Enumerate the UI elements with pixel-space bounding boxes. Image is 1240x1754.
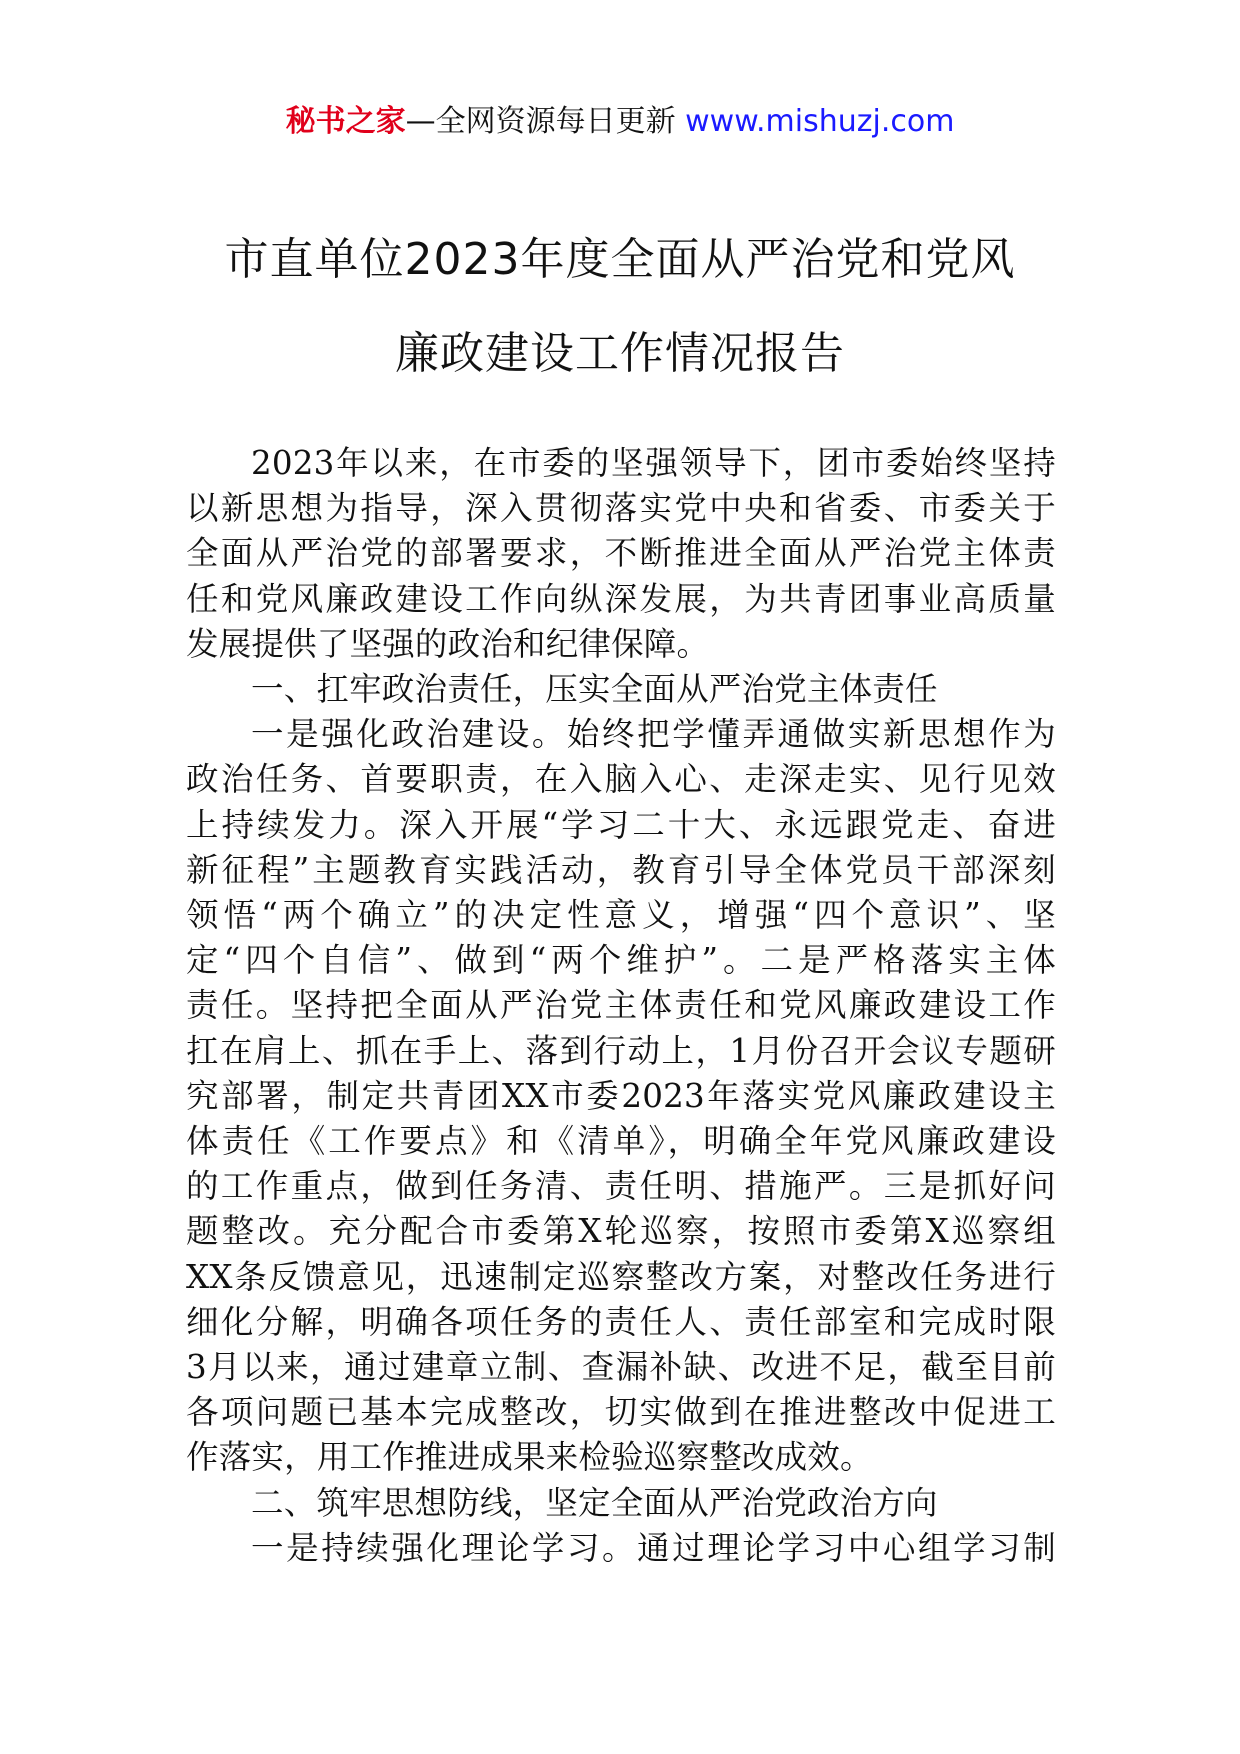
section-1-paragraph [186, 712, 1056, 1480]
paragraph-line: 上持续发力。深入开展“学习二十大、永远跟党走、奋进 [186, 805, 1056, 844]
intro-paragraph [186, 441, 1056, 667]
paragraph-line: 定“四个自信”、做到“两个维护”。二是严格落实主体 [186, 941, 1056, 980]
site-banner [0, 100, 1240, 144]
paragraph-line: XX条反馈意见，迅速制定巡察整改方案，对整改任务进行 [186, 1257, 1056, 1296]
paragraph-line: 的工作重点，做到任务清、责任明、措施严。三是抓好问 [186, 1167, 1056, 1206]
paragraph-line: 政治任务、首要职责，在入脑入心、走深走实、见行见效 [186, 760, 1056, 799]
paragraph-line: 题整改。充分配合市委第X轮巡察，按照市委第X巡察组 [186, 1212, 1056, 1251]
paragraph-line: 领悟“两个确立”的决定性意义，增强“四个意识”、坚 [186, 896, 1056, 935]
paragraph-line: 3月以来，通过建章立制、查漏补缺、改进不足，截至目前 [186, 1348, 1056, 1387]
paragraph-line: 各项问题已基本完成整改，切实做到在推进整改中促进工 [186, 1393, 1056, 1432]
paragraph-line: 全面从严治党的部署要求，不断推进全面从严治党主体责 [186, 534, 1056, 573]
paragraph-line: 作落实，用工作推进成果来检验巡察整改成效。 [186, 1438, 873, 1477]
section-heading-2: 二、筑牢思想防线，坚定全面从严治党政治方向 [251, 1483, 938, 1522]
section-2-paragraph [186, 1526, 1056, 1571]
banner-brand: 秘书之家 [285, 104, 406, 139]
paragraph-line: 一是持续强化理论学习。通过理论学习中心组学习制 [251, 1528, 1056, 1567]
paragraph-line: 一是强化政治建设。始终把学懂弄通做实新思想作为 [251, 715, 1056, 754]
paragraph-line: 体责任《工作要点》和《清单》，明确全年党风廉政建设 [186, 1122, 1056, 1161]
paragraph-line: 发展提供了坚强的政治和纪律保障。 [186, 624, 710, 663]
paragraph-line: 2023年以来，在市委的坚强领导下，团市委始终坚持 [251, 444, 1056, 482]
document-body [186, 441, 1056, 1571]
paragraph-line: 细化分解，明确各项任务的责任人、责任部室和完成时限 [186, 1302, 1056, 1341]
paragraph-line: 新征程”主题教育实践活动，教育引导全体党员干部深刻 [186, 850, 1056, 889]
paragraph-line: 扛在肩上、抓在手上、落到行动上，1月份召开会议专题研 [186, 1031, 1056, 1070]
title-line: 市直单位2023年度全面从严治党和党风 [224, 234, 1016, 285]
section-heading-1: 一、扛牢政治责任，压实全面从严治党主体责任 [251, 670, 938, 709]
banner-slogan: —全网资源每日更新 [405, 104, 676, 139]
paragraph-line: 任和党风廉政建设工作向纵深发展，为共青团事业高质量 [186, 579, 1056, 618]
title-line: 廉政建设工作情况报告 [395, 328, 845, 379]
document-title [0, 213, 1240, 401]
paragraph-line: 究部署，制定共青团XX市委2023年落实党风廉政建设主 [186, 1076, 1056, 1115]
banner-url-link[interactable]: www.mishuzj.com [685, 104, 955, 139]
paragraph-line: 以新思想为指导，深入贯彻落实党中央和省委、市委关于 [186, 489, 1056, 528]
paragraph-line: 责任。坚持把全面从严治党主体责任和党风廉政建设工作 [186, 986, 1056, 1025]
